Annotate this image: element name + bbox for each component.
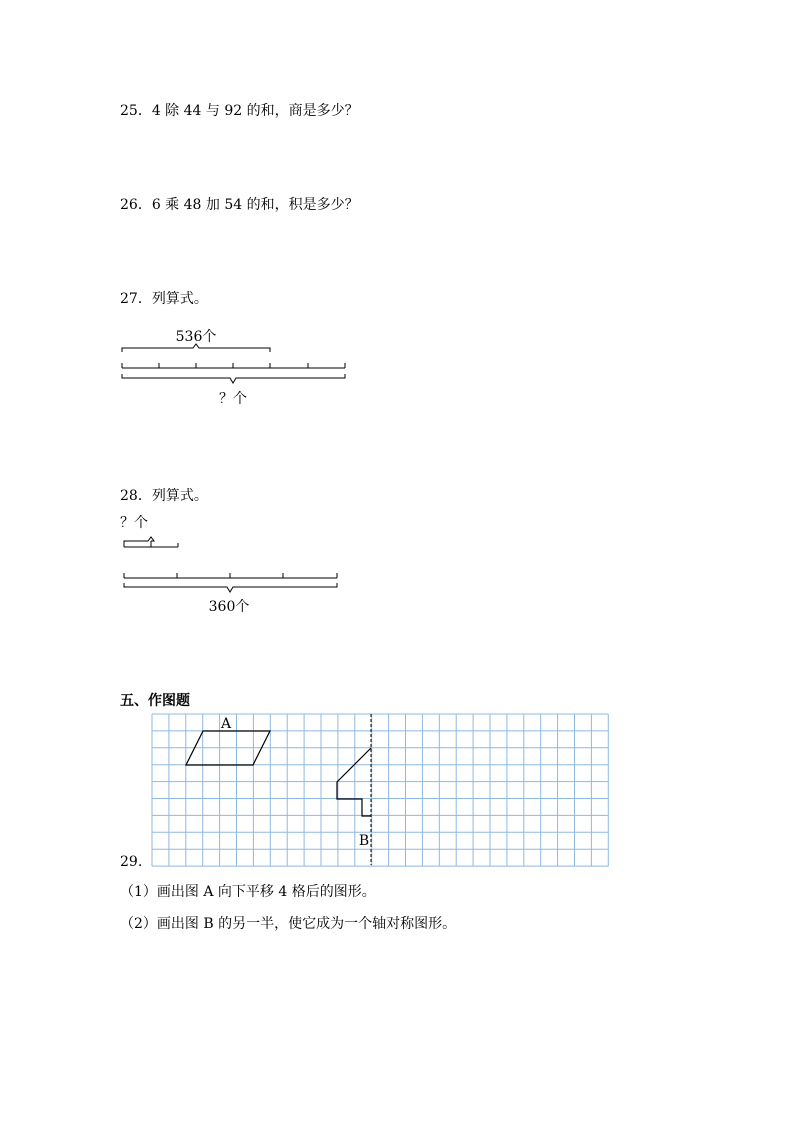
grid-lines [152,714,608,866]
instruction-2: （2）画出图 B 的另一半，使它成为一个轴对称图形。 [120,916,457,932]
question-27: 27．列算式。 [120,291,208,307]
shape-b-label: B [358,833,370,849]
question-28: 28．列算式。 [120,488,208,504]
diagram27-top-label: 536个 [175,329,217,345]
question-26: 26．6 乘 48 加 54 的和，积是多少？ [120,197,359,213]
diagram27-bottom-label: ？个 [219,391,247,407]
instruction-1: （1）画出图 A 向下平移 4 格后的图形。 [120,884,376,900]
section-title: 五、作图题 [120,693,190,709]
diagram28-top-label: ？个 [120,515,148,531]
question-29-number: 29. [120,854,143,870]
diagram28-bottom-label: 360个 [208,599,250,615]
shape-a-label: A [220,716,232,732]
question-25: 25．4 除 44 与 92 的和，商是多少？ [120,103,359,119]
